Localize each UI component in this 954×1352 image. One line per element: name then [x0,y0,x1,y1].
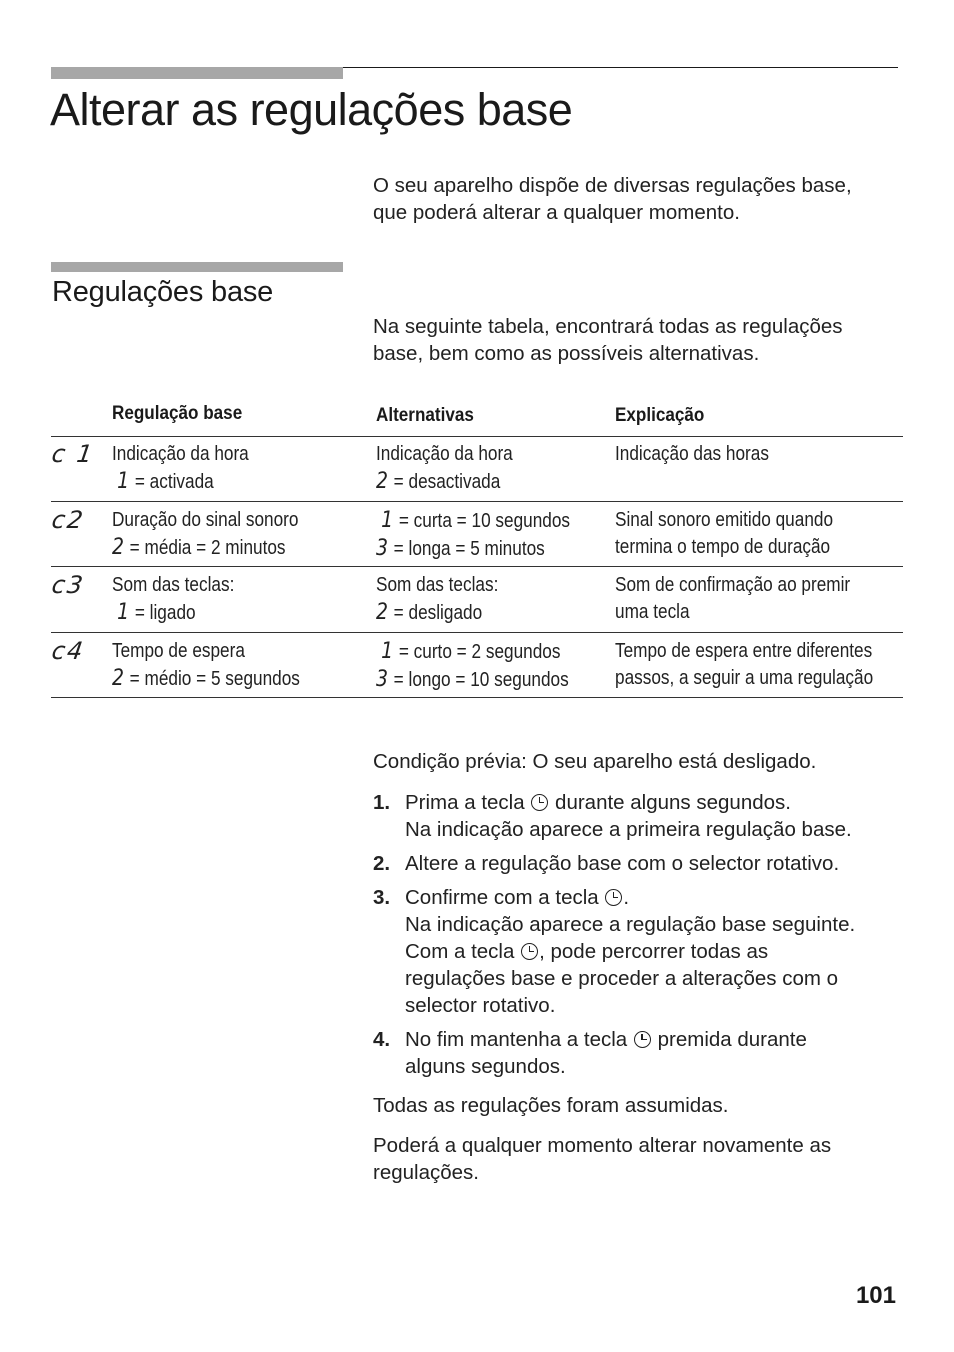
step-item: 3. Confirme com a tecla . Na indicação aparece a regulação base seguinte. Com a tecla , pode percorrer todas as regulações base e proceder a alterações com o selector rotativo. [373,886,856,1017]
note-text: Poderá a qualquer momento alterar novamente as regulações. [373,1134,832,1184]
section-accent-bar [51,262,343,272]
setting-code: c2 [50,506,87,534]
header-setting: Regulação base [112,403,243,424]
alternatives-cell: Indicação da hora 2 = desactivada [376,443,513,494]
table-divider [51,566,903,567]
alternatives-cell: Som das teclas: 2 = desligado [376,574,499,625]
table-divider [51,632,903,633]
precondition-text: Condição prévia: O seu aparelho está desligado. [373,750,817,773]
explanation-cell: Indicação das horas [615,443,769,465]
result-text: Todas as regulações foram assumidas. [373,1094,729,1117]
instruction-steps [373,789,913,1087]
title-rule [343,67,898,68]
table-divider [51,697,903,698]
alternatives-cell: 1 = curta = 10 segundos 3 = longa = 5 minutos [376,508,571,561]
setting-code: c 1 [50,440,97,468]
explanation-cell: Tempo de espera entre diferentes passos, a seguir a uma regulação [615,640,874,689]
page-number: 101 [855,1282,896,1309]
clock-icon [605,889,622,906]
step-item: 4. No fim mantenha a tecla premida durante alguns segundos. [373,1028,807,1078]
explanation-cell: Som de confirmação ao premir uma tecla [615,574,851,623]
header-alternatives: Alternativas [376,405,474,426]
setting-cell: Duração do sinal sonoro 2 = média = 2 minutos [112,509,299,560]
setting-code: c3 [50,571,87,599]
clock-icon [521,943,538,960]
table-divider [51,436,903,437]
page-title: Alterar as regulações base [50,84,573,135]
title-accent-bar [51,67,343,79]
section-intro: Na seguinte tabela, encontrará todas as regulações base, bem como as possíveis alternativas. [373,315,843,365]
step-item: 1. Prima a tecla durante alguns segundos. Na indicação aparece a primeira regulação base. [373,791,852,841]
setting-cell: Indicação da hora 1 = activada [112,443,249,494]
step-item: 2. Altere a regulação base com o selector rotativo. [373,852,840,875]
section-title: Regulações base [52,276,274,308]
alternatives-cell: 1 = curto = 2 segundos 3 = longo = 10 segundos [376,639,569,692]
intro-text: O seu aparelho dispõe de diversas regulações base, que poderá alterar a qualquer momento. [373,174,852,224]
setting-code: c4 [50,637,87,665]
explanation-cell: Sinal sonoro emitido quando termina o tempo de duração [615,509,834,558]
table-divider [51,501,903,502]
setting-cell: Tempo de espera 2 = médio = 5 segundos [112,640,300,691]
header-explanation: Explicação [615,405,705,426]
setting-cell: Som das teclas: 1 = ligado [112,574,235,625]
clock-icon [634,1031,651,1048]
clock-icon [531,794,548,811]
